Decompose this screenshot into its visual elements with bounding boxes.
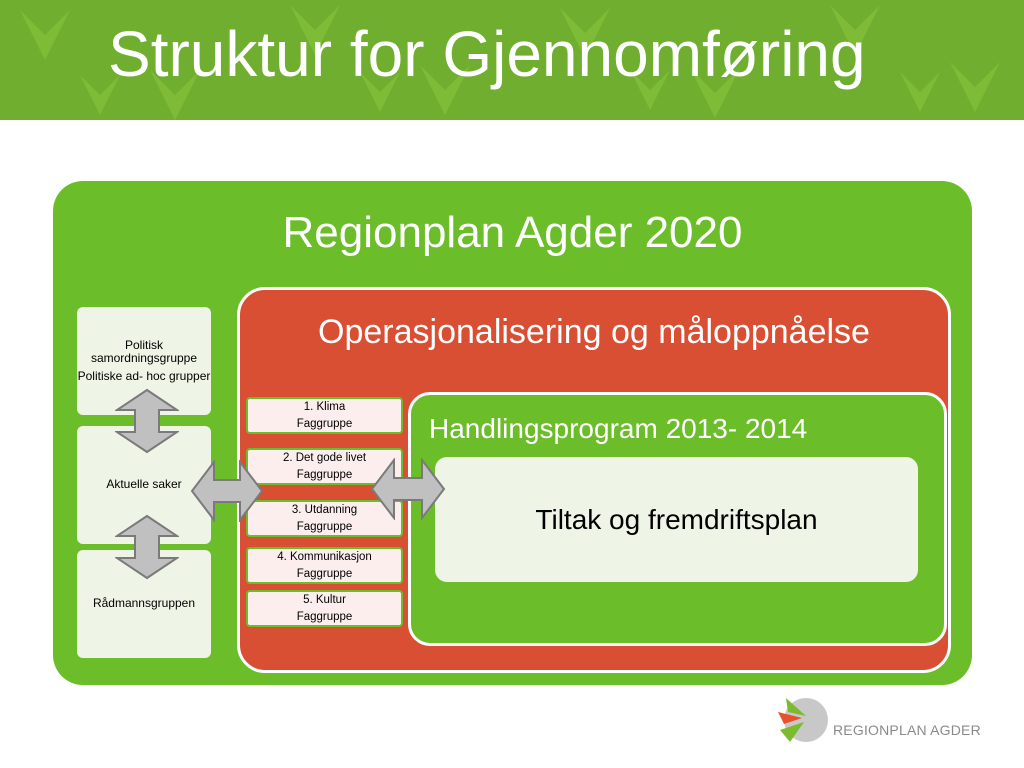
regionplan-agder-logo-icon	[776, 690, 832, 750]
vertical-double-arrow-icon	[115, 388, 179, 454]
logo-text: REGIONPLAN AGDER	[833, 722, 981, 738]
politisk-samordning-label: Politisk samordningsgruppe	[90, 338, 198, 366]
operasjonalisering-title: Operasjonalisering og måloppnåelse	[318, 313, 870, 351]
faggruppe-sub: Faggruppe	[296, 417, 353, 430]
radmannsgruppen-label: Rådmannsgruppen	[92, 596, 196, 611]
faggruppe-name: 5. Kultur	[303, 593, 346, 606]
regionplan-title: Regionplan Agder 2020	[282, 208, 743, 257]
faggruppe-name: 1. Klima	[303, 400, 346, 413]
handlingsprogram-title: Handlingsprogram 2013- 2014	[429, 413, 808, 444]
faggruppe-name: 4. Kommunikasjon	[277, 550, 372, 563]
faggruppe-sub: Faggruppe	[296, 567, 353, 580]
faggruppe-sub: Faggruppe	[296, 610, 353, 623]
politisk-adhoc-label: Politiske ad- hoc grupper	[77, 368, 211, 383]
faggruppe-sub: Faggruppe	[296, 468, 353, 481]
faggruppe-name: 2. Det gode livet	[282, 451, 367, 464]
faggruppe-box	[246, 397, 403, 434]
tiltak-label: Tiltak og fremdriftsplan	[535, 503, 818, 535]
vertical-double-arrow-icon	[115, 514, 179, 580]
aktuelle-saker-label: Aktuelle saker	[106, 477, 182, 492]
slide-title: Struktur for Gjennomføring	[108, 18, 866, 90]
faggruppe-name: 3. Utdanning	[291, 503, 358, 516]
horizontal-double-arrow-icon	[190, 460, 264, 522]
faggruppe-box	[246, 547, 403, 584]
header-banner	[0, 0, 1024, 120]
tiltak-box	[435, 457, 918, 582]
faggruppe-sub: Faggruppe	[296, 520, 353, 533]
horizontal-double-arrow-icon	[370, 458, 446, 520]
faggruppe-box	[246, 590, 403, 627]
